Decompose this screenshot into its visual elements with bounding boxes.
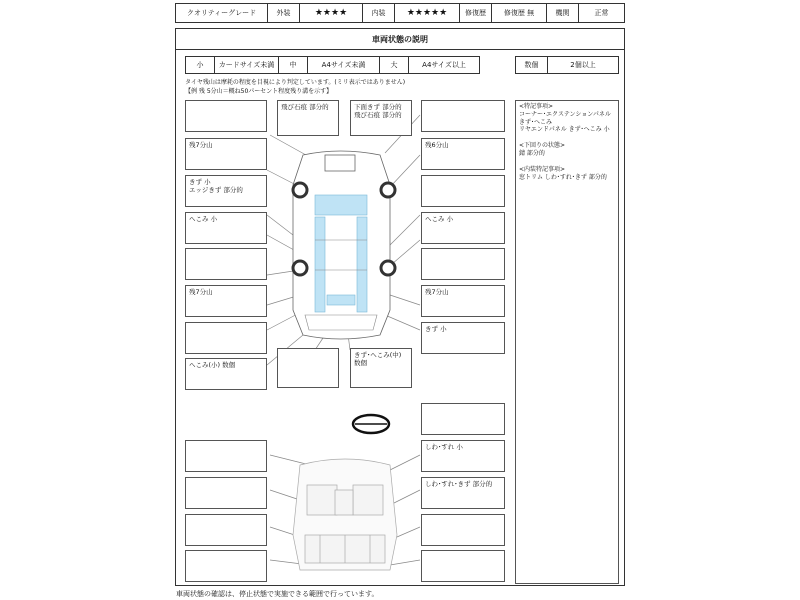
legend-medium: 中 [278, 56, 308, 74]
steering-wheel-icon [353, 415, 389, 433]
box-interior-left-2 [185, 477, 267, 509]
box-door-fr: へこみ 小 [421, 212, 505, 244]
note-line-2: 【例 残 5分山＝概ね50パーセント程度残り溝を示す】 [185, 88, 333, 95]
legend-count: 数個 [515, 56, 548, 74]
legend-large: 大 [379, 56, 409, 74]
under-title: <下回りの状態> [519, 142, 566, 150]
box-tire-rl: 残7分山 [185, 285, 267, 317]
box-interior-right-4 [421, 550, 505, 582]
box-interior-left-3 [185, 514, 267, 546]
box-left-5 [185, 248, 267, 280]
box-tire-fr: 残6分山 [421, 138, 505, 170]
special-line-3: リヤエンドパネル きず･へこみ 小 [519, 126, 610, 134]
box-interior-right-3 [421, 514, 505, 546]
footer-note: 車両状態の確認は、停止状態で実施できる範囲で行っています。 [176, 590, 379, 598]
repair-label: 修復歴 [459, 3, 492, 23]
size-legend [185, 56, 495, 74]
special-title: <特記事項> [519, 103, 554, 110]
box-interior-right-2: しわ･すれ･きず 部分的 [421, 477, 505, 509]
box-interior-left-1 [185, 440, 267, 472]
legend-small-desc: カードサイズ未満 [214, 56, 279, 74]
side-notes-panel [515, 100, 619, 584]
exterior-label: 外装 [267, 3, 300, 23]
legend-small: 小 [185, 56, 215, 74]
special-line-2: きず･へこみ [519, 118, 553, 126]
box-left-1 [185, 100, 267, 132]
interior-label: 内装 [362, 3, 395, 23]
box-right-3 [421, 175, 505, 207]
box-right-5 [421, 248, 505, 280]
box-quarter-rr: きず 小 [421, 322, 505, 354]
special-line-1: コーナー･エクステンションパネル [519, 110, 611, 118]
legend-large-desc: A4サイズ以上 [408, 56, 480, 74]
box-rear-bumper-right: きず･へこみ(中) 数個 [350, 348, 412, 388]
box-rear-left: へこみ(小) 数個 [185, 358, 267, 390]
interior-line-1: 窓トリム しわ･すれ･きず 部分的 [519, 173, 607, 181]
legend-medium-desc: A4サイズ未満 [307, 56, 380, 74]
note-line-1: タイヤ残山は摩耗の程度を目視により判定しています。(ミリ表示ではありません) [185, 79, 406, 86]
interior-title: <内装特記事項> [519, 165, 566, 173]
box-rear-center-left [277, 348, 339, 388]
quality-label: クオリティーグレード [175, 3, 268, 23]
sheet-title: 車両状態の説明 [175, 28, 625, 50]
engine-value: 正常 [578, 3, 625, 23]
box-interior-left-4 [185, 550, 267, 582]
box-left-7 [185, 322, 267, 354]
box-tire-fl: 残7分山 [185, 138, 267, 170]
engine-label: 機関 [546, 3, 579, 23]
interior-stars: ★★★★★ [394, 3, 460, 23]
box-front-bumper-right: 下面きず 部分的 飛び石痕 部分的 [350, 100, 412, 136]
box-right-1 [421, 100, 505, 132]
box-door-fl: へこみ 小 [185, 212, 267, 244]
box-fender-fl: きず 小 エッジきず 部分的 [185, 175, 267, 207]
header-row [175, 3, 625, 23]
box-interior-right-0 [421, 403, 505, 435]
under-line-1: 錆 部分的 [519, 149, 545, 157]
repair-value: 修復歴 無 [491, 3, 547, 23]
legend-count-desc: 2個以上 [547, 56, 619, 74]
exterior-stars: ★★★★ [299, 3, 363, 23]
box-front-bumper-left: 飛び石痕 部分的 [277, 100, 339, 136]
box-tire-rr: 残7分山 [421, 285, 505, 317]
box-interior-right-1: しわ･すれ 小 [421, 440, 505, 472]
